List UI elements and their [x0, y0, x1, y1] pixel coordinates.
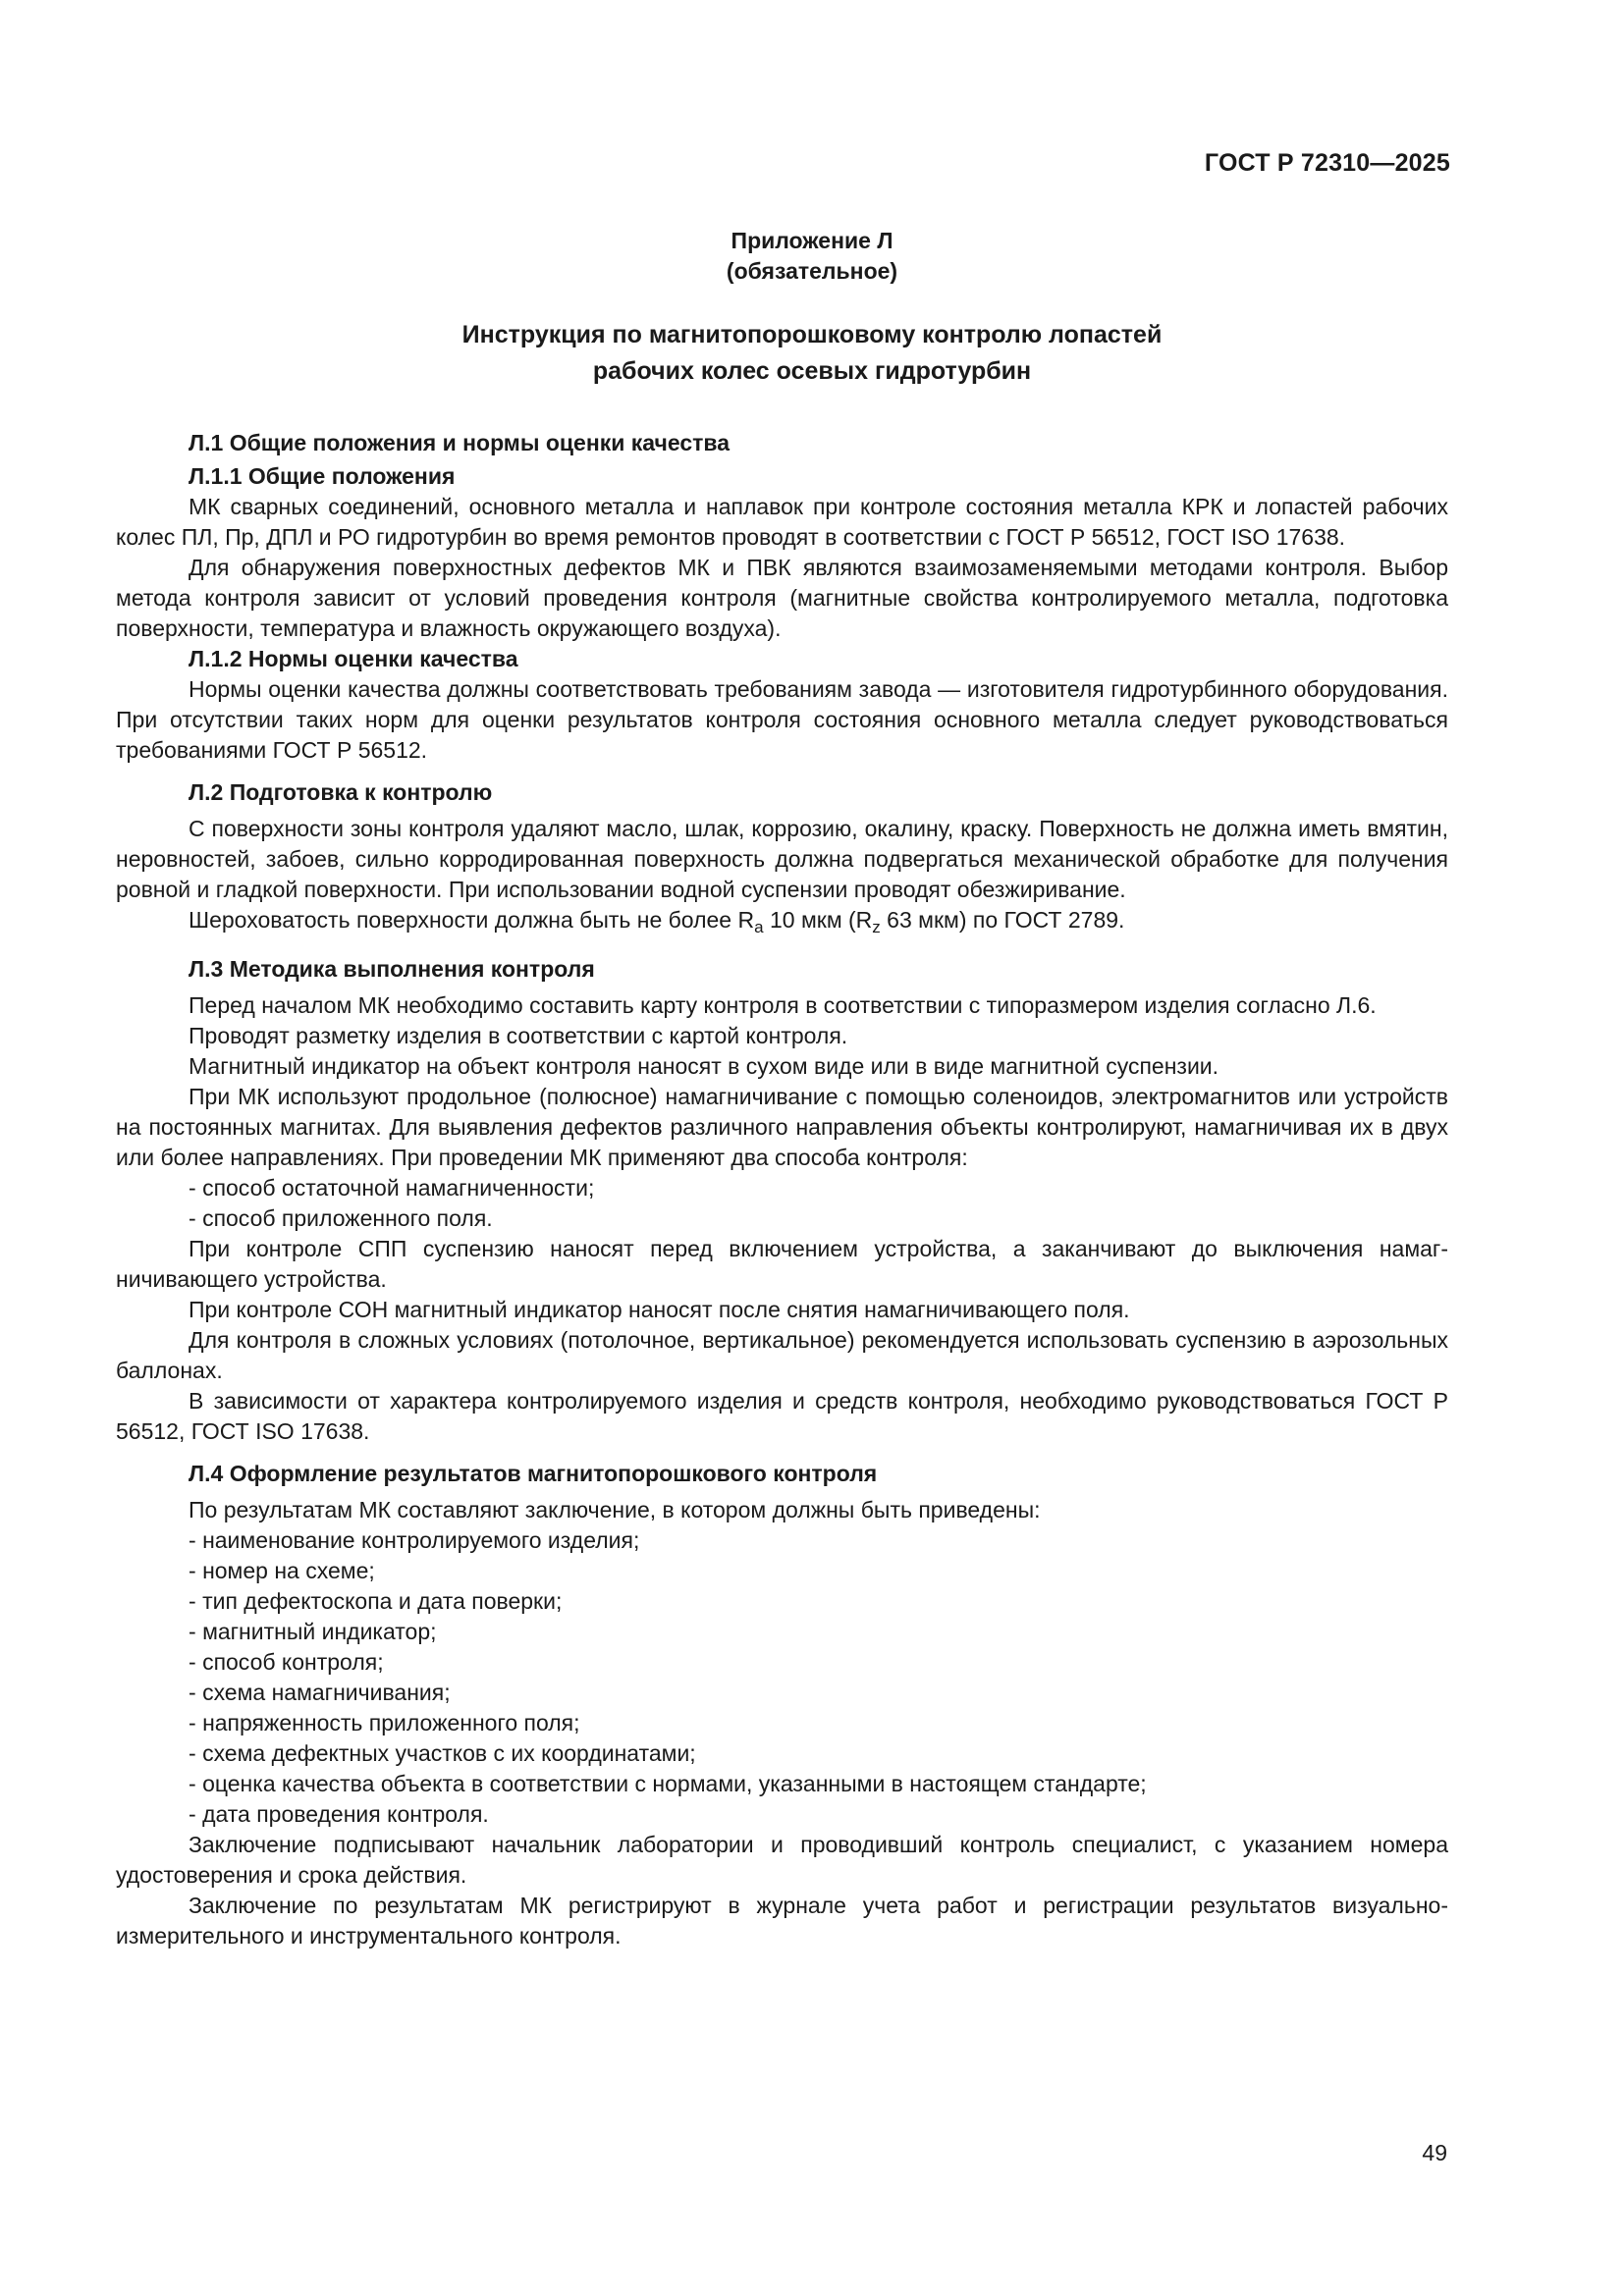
section-4-paragraph-1: По результатам МК составляют заключение, в котором должны быть приведены:: [189, 1497, 1041, 1522]
section-1-1-paragraph-1: МК сварных соединений, основного металла и наплавок при контроле состояния металла КРК и лопастей рабочих колес ПЛ, Пр, ДПЛ и РО гидротурбин во время ремонтов проводят в соответствии с ГОСТ Р 56512, ГОСТ ISO 17638.: [116, 494, 1448, 550]
list-item: - способ приложенного поля.: [116, 1203, 1448, 1234]
section-2-heading: Л.2 Подготовка к контролю: [189, 779, 493, 805]
section-3-paragraph-4: При МК используют продольное (полюсное) намагничивание с помощью соленоидов, электромагнитов или устройств на постоянных магнитах. Для выявления дефектов различного направления объекты контролируют, намагничивая их в двух или более направлениях. При проведении МК применяют два способа контроля:: [116, 1084, 1448, 1170]
section-3-paragraph-8: В зависимости от характера контролируемого изделия и средств контроля, необходимо руководствоваться ГОСТ Р 56512, ГОСТ ISO 17638.: [116, 1388, 1448, 1444]
roughness-text-post: 63 мкм) по ГОСТ 2789.: [880, 907, 1125, 933]
list-item: - дата проведения контроля.: [116, 1799, 1448, 1830]
section-2-paragraph-1: С поверхности зоны контроля удаляют масло, шлак, коррозию, окалину, краску. Поверхность не должна иметь вмятин, неровностей, забоев, сильно корродированная поверхность должна подвергаться механической обработке для получения ровной и гладкой поверхности. При использовании водной суспензии проводят обезжиривание.: [116, 816, 1448, 902]
section-1-2-heading: Л.1.2 Нормы оценки качества: [189, 646, 518, 671]
page-number: 49: [1422, 2140, 1447, 2165]
section-3-paragraph-1: Перед началом МК необходимо составить карту контроля в соответствии с типоразмером изделия согласно Л.6.: [189, 992, 1377, 1018]
list-item: - магнитный индикатор;: [116, 1617, 1448, 1647]
document-body: [116, 428, 1448, 1951]
annex-title: Приложение Л: [731, 228, 893, 253]
section-4-heading: Л.4 Оформление результатов магнитопорошкового контроля: [189, 1461, 878, 1486]
section-4-paragraph-3: Заключение по результатам МК регистрируют в журнале учета работ и регистрации результатов визуально-измерительного и инструментального контроля.: [116, 1893, 1448, 1949]
list-item: - способ контроля;: [116, 1647, 1448, 1678]
annex-status: (обязательное): [726, 258, 898, 284]
list-item: - наименование контролируемого изделия;: [116, 1525, 1448, 1556]
section-2-roughness: [116, 905, 1448, 942]
section-3-paragraph-5: При контроле СПП суспензию наносят перед включением устройства, а заканчивают до выключения намагничивающего устройства.: [116, 1236, 1448, 1292]
roughness-subscript-z: z: [872, 918, 881, 936]
list-item: - тип дефектоскопа и дата поверки;: [116, 1586, 1448, 1617]
document-title-line-2: рабочих колес осевых гидротурбин: [592, 357, 1032, 385]
annex-heading: [0, 226, 1624, 287]
document-code: ГОСТ Р 72310—2025: [1204, 149, 1450, 177]
control-methods-list: [116, 1173, 1448, 1234]
list-item: - схема дефектных участков с их координатами;: [116, 1738, 1448, 1769]
roughness-text-mid: 10 мкм (R: [763, 907, 873, 933]
section-4-paragraph-2: Заключение подписывают начальник лаборатории и проводивший контроль специалист, с указанием номера удостоверения и срока действия.: [116, 1832, 1448, 1888]
section-3-paragraph-2: Проводят разметку изделия в соответствии с картой контроля.: [189, 1023, 848, 1048]
document-title-line-1: Инструкция по магнитопорошковому контролю лопастей: [461, 321, 1163, 348]
report-contents-list: [116, 1525, 1448, 1830]
section-3-paragraph-3: Магнитный индикатор на объект контроля наносят в сухом виде или в виде магнитной суспензии.: [189, 1053, 1219, 1079]
roughness-subscript-a: a: [754, 918, 764, 936]
section-1-heading: Л.1 Общие положения и нормы оценки качества: [189, 430, 731, 455]
section-1-2-paragraph: Нормы оценки качества должны соответствовать требованиям завода — изготовителя гидротурбинного оборудования. При отсутствии таких норм для оценки результатов контроля состояния основного металла следует руководствоваться требованиями ГОСТ Р 56512.: [116, 676, 1448, 763]
section-1-1-paragraph-2: Для обнаружения поверхностных дефектов МК и ПВК являются взаимозаменяемыми методами контроля. Выбор метода контроля зависит от условий проведения контроля (магнитные свойства контролируемого металла, подготовка поверхности, температура и влажность окружающего воздуха).: [116, 555, 1448, 641]
section-1-1-heading: Л.1.1 Общие положения: [189, 463, 456, 489]
document-title: [0, 317, 1624, 390]
list-item: - способ остаточной намагниченности;: [116, 1173, 1448, 1203]
roughness-text-pre: Шероховатость поверхности должна быть не более R: [189, 907, 755, 933]
list-item: - номер на схеме;: [116, 1556, 1448, 1586]
list-item: - оценка качества объекта в соответствии с нормами, указанными в настоящем стандарте;: [116, 1769, 1448, 1799]
section-3-paragraph-7: Для контроля в сложных условиях (потолочное, вертикальное) рекомендуется использовать суспензию в аэрозольных баллонах.: [116, 1327, 1448, 1383]
section-3-paragraph-6: При контроле СОН магнитный индикатор наносят после снятия намагничивающего поля.: [189, 1297, 1130, 1322]
list-item: - напряженность приложенного поля;: [116, 1708, 1448, 1738]
section-3-heading: Л.3 Методика выполнения контроля: [189, 956, 595, 982]
list-item: - схема намагничивания;: [116, 1678, 1448, 1708]
